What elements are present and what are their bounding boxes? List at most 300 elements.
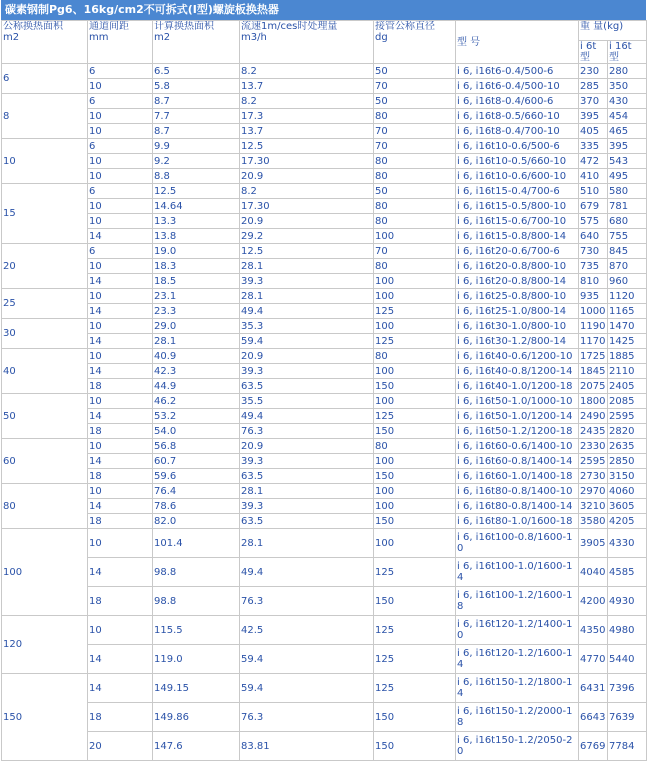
gap-cell: 10 <box>88 169 153 184</box>
model-cell: i 6, i16t30-1.2/800-14 <box>456 334 579 349</box>
calc-area-cell: 53.2 <box>153 409 240 424</box>
weight-i6t-cell: 6431 <box>579 674 608 703</box>
dg-cell: 70 <box>374 79 456 94</box>
weight-i16t-cell: 543 <box>608 154 647 169</box>
area-cell: 25 <box>2 289 88 319</box>
weight-i16t-cell: 1885 <box>608 349 647 364</box>
gap-cell: 18 <box>88 703 153 732</box>
table-row <box>2 184 647 199</box>
dg-cell: 150 <box>374 469 456 484</box>
area-cell: 6 <box>2 64 88 94</box>
weight-i16t-cell: 870 <box>608 259 647 274</box>
model-cell: i 6, i16t60-0.6/1400-10 <box>456 439 579 454</box>
area-cell: 80 <box>2 484 88 529</box>
gap-cell: 14 <box>88 558 153 587</box>
area-cell: 100 <box>2 529 88 616</box>
calc-area-cell: 82.0 <box>153 514 240 529</box>
calc-area-cell: 54.0 <box>153 424 240 439</box>
calc-area-cell: 5.8 <box>153 79 240 94</box>
table-row <box>2 514 647 529</box>
flow-cell: 13.7 <box>240 79 374 94</box>
table-row <box>2 409 647 424</box>
gap-cell: 14 <box>88 409 153 424</box>
calc-area-cell: 7.7 <box>153 109 240 124</box>
weight-i16t-cell: 2820 <box>608 424 647 439</box>
calc-area-cell: 78.6 <box>153 499 240 514</box>
flow-cell: 17.30 <box>240 199 374 214</box>
model-cell: i 6, i16t50-1.2/1200-18 <box>456 424 579 439</box>
weight-i16t-cell: 2850 <box>608 454 647 469</box>
weight-i16t-cell: 680 <box>608 214 647 229</box>
dg-cell: 70 <box>374 244 456 259</box>
area-cell: 10 <box>2 139 88 184</box>
weight-i6t-cell: 679 <box>579 199 608 214</box>
flow-cell: 28.1 <box>240 529 374 558</box>
header-weight-i6t: i 6t 型 <box>579 41 608 64</box>
weight-i16t-cell: 781 <box>608 199 647 214</box>
model-cell: i 6, i16t40-1.0/1200-18 <box>456 379 579 394</box>
weight-i16t-cell: 580 <box>608 184 647 199</box>
area-cell: 150 <box>2 674 88 761</box>
area-cell: 15 <box>2 184 88 244</box>
flow-cell: 20.9 <box>240 349 374 364</box>
calc-area-cell: 46.2 <box>153 394 240 409</box>
dg-cell: 100 <box>374 229 456 244</box>
table-row <box>2 229 647 244</box>
weight-i6t-cell: 472 <box>579 154 608 169</box>
dg-cell: 100 <box>374 454 456 469</box>
model-cell: i 6, i16t6-0.4/500-10 <box>456 79 579 94</box>
gap-cell: 18 <box>88 469 153 484</box>
gap-cell: 14 <box>88 229 153 244</box>
weight-i16t-cell: 280 <box>608 64 647 79</box>
dg-cell: 100 <box>374 499 456 514</box>
weight-i6t-cell: 1800 <box>579 394 608 409</box>
model-cell: i 6, i16t80-1.0/1600-18 <box>456 514 579 529</box>
table-row <box>2 558 647 587</box>
table-row <box>2 319 647 334</box>
table-row <box>2 469 647 484</box>
dg-cell: 100 <box>374 319 456 334</box>
calc-area-cell: 13.8 <box>153 229 240 244</box>
model-cell: i 6, i16t30-1.0/800-10 <box>456 319 579 334</box>
table-row <box>2 154 647 169</box>
weight-i6t-cell: 395 <box>579 109 608 124</box>
gap-cell: 6 <box>88 139 153 154</box>
weight-i6t-cell: 2490 <box>579 409 608 424</box>
flow-cell: 59.4 <box>240 674 374 703</box>
table-row <box>2 484 647 499</box>
flow-cell: 28.1 <box>240 259 374 274</box>
weight-i6t-cell: 3210 <box>579 499 608 514</box>
calc-area-cell: 115.5 <box>153 616 240 645</box>
flow-cell: 8.2 <box>240 94 374 109</box>
weight-i6t-cell: 405 <box>579 124 608 139</box>
calc-area-cell: 23.3 <box>153 304 240 319</box>
model-cell: i 6, i16t20-0.8/800-10 <box>456 259 579 274</box>
dg-cell: 150 <box>374 424 456 439</box>
calc-area-cell: 14.64 <box>153 199 240 214</box>
weight-i16t-cell: 395 <box>608 139 647 154</box>
weight-i16t-cell: 5440 <box>608 645 647 674</box>
gap-cell: 10 <box>88 154 153 169</box>
dg-cell: 150 <box>374 732 456 761</box>
calc-area-cell: 13.3 <box>153 214 240 229</box>
table-body <box>2 64 647 761</box>
area-cell: 30 <box>2 319 88 349</box>
weight-i6t-cell: 6643 <box>579 703 608 732</box>
spec-table <box>1 20 647 761</box>
table-row <box>2 732 647 761</box>
dg-cell: 80 <box>374 154 456 169</box>
table-row <box>2 304 647 319</box>
flow-cell: 35.5 <box>240 394 374 409</box>
header-calc-area: 计算换热面积 m2 <box>153 21 240 64</box>
model-cell: i 6, i16t100-1.2/1600-18 <box>456 587 579 616</box>
gap-cell: 10 <box>88 484 153 499</box>
gap-cell: 14 <box>88 334 153 349</box>
dg-cell: 150 <box>374 703 456 732</box>
calc-area-cell: 9.2 <box>153 154 240 169</box>
weight-i16t-cell: 960 <box>608 274 647 289</box>
flow-cell: 35.3 <box>240 319 374 334</box>
gap-cell: 14 <box>88 274 153 289</box>
weight-i6t-cell: 2330 <box>579 439 608 454</box>
table-row <box>2 703 647 732</box>
weight-i6t-cell: 1845 <box>579 364 608 379</box>
header-area: 公称换热面积 m2 <box>2 21 88 64</box>
model-cell: i 6, i16t10-0.6/500-6 <box>456 139 579 154</box>
dg-cell: 125 <box>374 616 456 645</box>
table-row <box>2 259 647 274</box>
dg-cell: 100 <box>374 364 456 379</box>
flow-cell: 63.5 <box>240 514 374 529</box>
flow-cell: 17.3 <box>240 109 374 124</box>
gap-cell: 14 <box>88 674 153 703</box>
flow-cell: 49.4 <box>240 409 374 424</box>
weight-i6t-cell: 2595 <box>579 454 608 469</box>
dg-cell: 100 <box>374 484 456 499</box>
model-cell: i 6, i16t15-0.8/800-14 <box>456 229 579 244</box>
calc-area-cell: 28.1 <box>153 334 240 349</box>
weight-i6t-cell: 4040 <box>579 558 608 587</box>
calc-area-cell: 23.1 <box>153 289 240 304</box>
table-row <box>2 109 647 124</box>
table-row <box>2 94 647 109</box>
weight-i6t-cell: 1725 <box>579 349 608 364</box>
gap-cell: 18 <box>88 514 153 529</box>
model-cell: i 6, i16t40-0.8/1200-14 <box>456 364 579 379</box>
dg-cell: 80 <box>374 349 456 364</box>
calc-area-cell: 76.4 <box>153 484 240 499</box>
calc-area-cell: 12.5 <box>153 184 240 199</box>
gap-cell: 10 <box>88 349 153 364</box>
model-cell: i 6, i16t15-0.4/700-6 <box>456 184 579 199</box>
dg-cell: 125 <box>374 674 456 703</box>
weight-i16t-cell: 1470 <box>608 319 647 334</box>
weight-i6t-cell: 6769 <box>579 732 608 761</box>
flow-cell: 59.4 <box>240 645 374 674</box>
weight-i6t-cell: 730 <box>579 244 608 259</box>
table-row <box>2 454 647 469</box>
table-row <box>2 439 647 454</box>
weight-i16t-cell: 2635 <box>608 439 647 454</box>
weight-i6t-cell: 575 <box>579 214 608 229</box>
header-dg: 接管公称直径 dg <box>374 21 456 64</box>
table-row <box>2 139 647 154</box>
weight-i6t-cell: 3580 <box>579 514 608 529</box>
dg-cell: 50 <box>374 64 456 79</box>
gap-cell: 18 <box>88 587 153 616</box>
gap-cell: 18 <box>88 379 153 394</box>
weight-i6t-cell: 2970 <box>579 484 608 499</box>
weight-i16t-cell: 2405 <box>608 379 647 394</box>
weight-i16t-cell: 3605 <box>608 499 647 514</box>
dg-cell: 125 <box>374 334 456 349</box>
weight-i6t-cell: 735 <box>579 259 608 274</box>
gap-cell: 10 <box>88 616 153 645</box>
flow-cell: 13.7 <box>240 124 374 139</box>
calc-area-cell: 56.8 <box>153 439 240 454</box>
table-row <box>2 529 647 558</box>
gap-cell: 10 <box>88 124 153 139</box>
weight-i16t-cell: 4980 <box>608 616 647 645</box>
table-row <box>2 244 647 259</box>
weight-i6t-cell: 1190 <box>579 319 608 334</box>
header-weight: 重 量(kg) <box>579 21 647 41</box>
flow-cell: 63.5 <box>240 379 374 394</box>
weight-i16t-cell: 4060 <box>608 484 647 499</box>
weight-i16t-cell: 454 <box>608 109 647 124</box>
dg-cell: 80 <box>374 439 456 454</box>
table-row <box>2 394 647 409</box>
weight-i6t-cell: 4200 <box>579 587 608 616</box>
model-cell: i 6, i16t20-0.8/800-14 <box>456 274 579 289</box>
calc-area-cell: 40.9 <box>153 349 240 364</box>
weight-i16t-cell: 4205 <box>608 514 647 529</box>
flow-cell: 76.3 <box>240 703 374 732</box>
gap-cell: 14 <box>88 304 153 319</box>
weight-i16t-cell: 7784 <box>608 732 647 761</box>
dg-cell: 80 <box>374 214 456 229</box>
dg-cell: 70 <box>374 124 456 139</box>
table-row <box>2 214 647 229</box>
weight-i6t-cell: 4770 <box>579 645 608 674</box>
dg-cell: 50 <box>374 184 456 199</box>
flow-cell: 63.5 <box>240 469 374 484</box>
model-cell: i 6, i16t10-0.6/600-10 <box>456 169 579 184</box>
area-cell: 60 <box>2 439 88 484</box>
dg-cell: 80 <box>374 169 456 184</box>
gap-cell: 14 <box>88 364 153 379</box>
table-row <box>2 499 647 514</box>
table-row <box>2 379 647 394</box>
weight-i6t-cell: 410 <box>579 169 608 184</box>
weight-i16t-cell: 4330 <box>608 529 647 558</box>
model-cell: i 6, i16t80-0.8/1400-14 <box>456 499 579 514</box>
weight-i16t-cell: 465 <box>608 124 647 139</box>
calc-area-cell: 101.4 <box>153 529 240 558</box>
area-cell: 50 <box>2 394 88 439</box>
table-row <box>2 124 647 139</box>
page <box>1 0 646 761</box>
model-cell: i 6, i16t6-0.4/500-6 <box>456 64 579 79</box>
weight-i6t-cell: 2730 <box>579 469 608 484</box>
calc-area-cell: 59.6 <box>153 469 240 484</box>
dg-cell: 80 <box>374 109 456 124</box>
dg-cell: 80 <box>374 199 456 214</box>
table-row <box>2 79 647 94</box>
weight-i16t-cell: 845 <box>608 244 647 259</box>
gap-cell: 6 <box>88 64 153 79</box>
calc-area-cell: 9.9 <box>153 139 240 154</box>
flow-cell: 76.3 <box>240 587 374 616</box>
weight-i6t-cell: 510 <box>579 184 608 199</box>
flow-cell: 76.3 <box>240 424 374 439</box>
weight-i6t-cell: 640 <box>579 229 608 244</box>
header-model: 型 号 <box>456 21 579 64</box>
model-cell: i 6, i16t150-1.2/2000-18 <box>456 703 579 732</box>
header-flow: 流速1m/ces时处理量 m3/h <box>240 21 374 64</box>
table-row <box>2 645 647 674</box>
table-row <box>2 424 647 439</box>
gap-cell: 6 <box>88 94 153 109</box>
weight-i6t-cell: 335 <box>579 139 608 154</box>
model-cell: i 6, i16t40-0.6/1200-10 <box>456 349 579 364</box>
calc-area-cell: 42.3 <box>153 364 240 379</box>
gap-cell: 10 <box>88 529 153 558</box>
dg-cell: 150 <box>374 514 456 529</box>
flow-cell: 39.3 <box>240 364 374 379</box>
gap-cell: 10 <box>88 259 153 274</box>
weight-i6t-cell: 1000 <box>579 304 608 319</box>
calc-area-cell: 18.5 <box>153 274 240 289</box>
gap-cell: 6 <box>88 244 153 259</box>
calc-area-cell: 60.7 <box>153 454 240 469</box>
gap-cell: 10 <box>88 289 153 304</box>
dg-cell: 125 <box>374 304 456 319</box>
table-row <box>2 674 647 703</box>
weight-i16t-cell: 430 <box>608 94 647 109</box>
weight-i16t-cell: 1120 <box>608 289 647 304</box>
dg-cell: 100 <box>374 394 456 409</box>
weight-i16t-cell: 7639 <box>608 703 647 732</box>
weight-i16t-cell: 4585 <box>608 558 647 587</box>
flow-cell: 39.3 <box>240 454 374 469</box>
dg-cell: 125 <box>374 558 456 587</box>
calc-area-cell: 149.86 <box>153 703 240 732</box>
flow-cell: 20.9 <box>240 169 374 184</box>
calc-area-cell: 147.6 <box>153 732 240 761</box>
dg-cell: 125 <box>374 409 456 424</box>
model-cell: i 6, i16t80-0.8/1400-10 <box>456 484 579 499</box>
calc-area-cell: 98.8 <box>153 558 240 587</box>
weight-i16t-cell: 3150 <box>608 469 647 484</box>
flow-cell: 59.4 <box>240 334 374 349</box>
gap-cell: 10 <box>88 199 153 214</box>
weight-i6t-cell: 935 <box>579 289 608 304</box>
calc-area-cell: 18.3 <box>153 259 240 274</box>
flow-cell: 20.9 <box>240 214 374 229</box>
weight-i16t-cell: 350 <box>608 79 647 94</box>
weight-i16t-cell: 1425 <box>608 334 647 349</box>
flow-cell: 17.30 <box>240 154 374 169</box>
calc-area-cell: 6.5 <box>153 64 240 79</box>
weight-i16t-cell: 755 <box>608 229 647 244</box>
weight-i16t-cell: 495 <box>608 169 647 184</box>
gap-cell: 14 <box>88 499 153 514</box>
area-cell: 40 <box>2 349 88 394</box>
weight-i6t-cell: 370 <box>579 94 608 109</box>
gap-cell: 10 <box>88 109 153 124</box>
calc-area-cell: 19.0 <box>153 244 240 259</box>
dg-cell: 150 <box>374 587 456 616</box>
flow-cell: 49.4 <box>240 304 374 319</box>
area-cell: 120 <box>2 616 88 674</box>
flow-cell: 8.2 <box>240 64 374 79</box>
weight-i6t-cell: 810 <box>579 274 608 289</box>
model-cell: i 6, i16t8-0.4/700-10 <box>456 124 579 139</box>
dg-cell: 70 <box>374 139 456 154</box>
dg-cell: 100 <box>374 289 456 304</box>
gap-cell: 10 <box>88 79 153 94</box>
gap-cell: 14 <box>88 454 153 469</box>
table-row <box>2 289 647 304</box>
model-cell: i 6, i16t15-0.6/700-10 <box>456 214 579 229</box>
flow-cell: 39.3 <box>240 274 374 289</box>
model-cell: i 6, i16t25-0.8/800-10 <box>456 289 579 304</box>
model-cell: i 6, i16t10-0.5/660-10 <box>456 154 579 169</box>
area-cell: 20 <box>2 244 88 289</box>
weight-i16t-cell: 2110 <box>608 364 647 379</box>
gap-cell: 20 <box>88 732 153 761</box>
flow-cell: 42.5 <box>240 616 374 645</box>
flow-cell: 29.2 <box>240 229 374 244</box>
calc-area-cell: 8.8 <box>153 169 240 184</box>
gap-cell: 10 <box>88 214 153 229</box>
calc-area-cell: 44.9 <box>153 379 240 394</box>
model-cell: i 6, i16t60-1.0/1400-18 <box>456 469 579 484</box>
model-cell: i 6, i16t100-1.0/1600-14 <box>456 558 579 587</box>
weight-i6t-cell: 1170 <box>579 334 608 349</box>
header-row <box>2 21 647 41</box>
weight-i6t-cell: 285 <box>579 79 608 94</box>
weight-i16t-cell: 1165 <box>608 304 647 319</box>
table-row <box>2 64 647 79</box>
weight-i6t-cell: 3905 <box>579 529 608 558</box>
model-cell: i 6, i16t8-0.5/660-10 <box>456 109 579 124</box>
flow-cell: 12.5 <box>240 139 374 154</box>
dg-cell: 80 <box>374 259 456 274</box>
weight-i6t-cell: 2075 <box>579 379 608 394</box>
table-row <box>2 616 647 645</box>
table-row <box>2 349 647 364</box>
gap-cell: 14 <box>88 645 153 674</box>
dg-cell: 100 <box>374 529 456 558</box>
model-cell: i 6, i16t50-1.0/1000-10 <box>456 394 579 409</box>
table-title: 碳素钢制Pg6、16kg/cm2不可拆式(I型)螺旋板换热器 <box>1 0 646 20</box>
calc-area-cell: 98.8 <box>153 587 240 616</box>
weight-i16t-cell: 7396 <box>608 674 647 703</box>
dg-cell: 100 <box>374 274 456 289</box>
model-cell: i 6, i16t25-1.0/800-14 <box>456 304 579 319</box>
flow-cell: 20.9 <box>240 439 374 454</box>
flow-cell: 28.1 <box>240 289 374 304</box>
model-cell: i 6, i16t8-0.4/600-6 <box>456 94 579 109</box>
table-row <box>2 587 647 616</box>
flow-cell: 28.1 <box>240 484 374 499</box>
flow-cell: 12.5 <box>240 244 374 259</box>
